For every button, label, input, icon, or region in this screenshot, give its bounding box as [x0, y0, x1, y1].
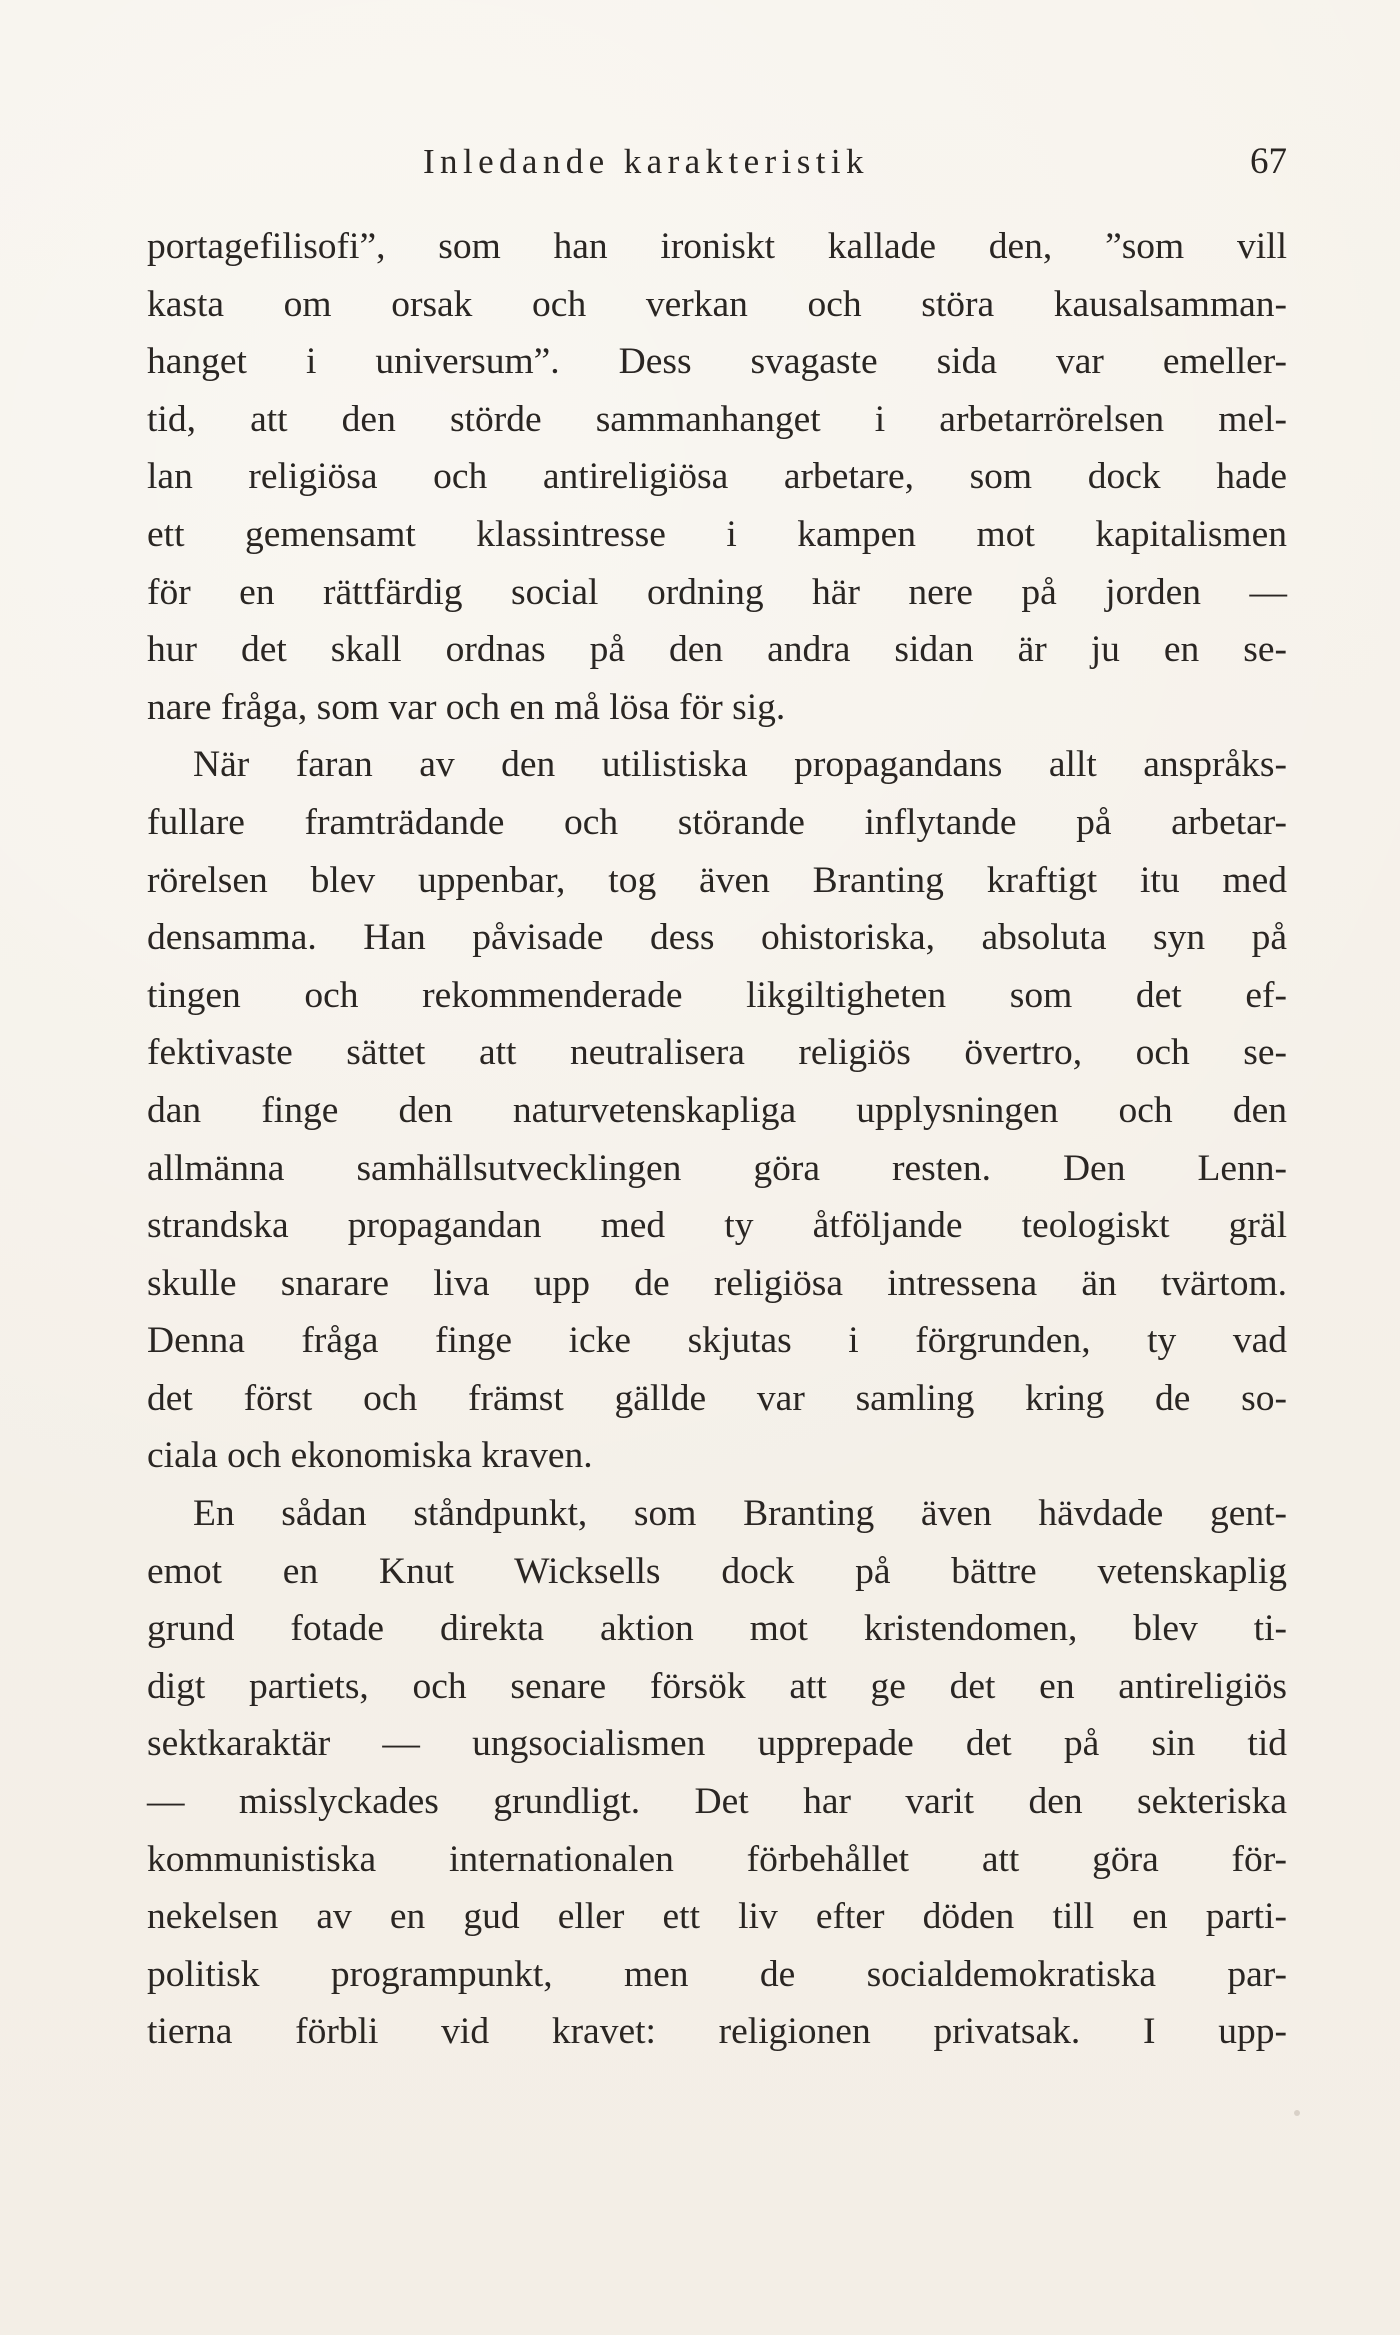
- text-line: nekelsen av en gud eller ett liv efter döden till en parti-: [147, 1896, 1287, 1938]
- text-line: densamma. Han påvisade dess ohistoriska, absoluta syn på: [147, 917, 1287, 959]
- text-line: nare fråga, som var och en må lösa för sig.: [147, 686, 786, 728]
- text-line: för en rättfärdig social ordning här nere på jorden —: [147, 571, 1287, 613]
- text-line: lan religiösa och antireligiösa arbetare, som dock hade: [147, 456, 1287, 498]
- text-line: hur det skall ordnas på den andra sidan är ju en se-: [147, 629, 1287, 671]
- text-line: fektivaste sättet att neutralisera religiös övertro, och se-: [147, 1032, 1287, 1074]
- text-line: ciala och ekonomiska kraven.: [147, 1435, 593, 1477]
- text-line: strandska propagandan med ty åtföljande teologiskt gräl: [147, 1205, 1287, 1247]
- running-head: Inledande karakteristik: [423, 142, 869, 181]
- text-line: kasta om orsak och verkan och störa kausalsamman-: [147, 283, 1287, 325]
- page-number: 67: [1250, 141, 1287, 182]
- text-line: sektkaraktär — ungsocialismen upprepade det på sin tid: [147, 1723, 1287, 1765]
- text-line: fullare framträdande och störande inflytande på arbetar-: [147, 801, 1287, 843]
- text-line: tingen och rekommenderade likgiltigheten som det ef-: [147, 974, 1287, 1016]
- text-line: digt partiets, och senare försök att ge det en antireligiös: [147, 1665, 1287, 1707]
- text-line: tid, att den störde sammanhanget i arbetarrörelsen mel-: [147, 398, 1287, 440]
- body-text: [147, 218, 1287, 2061]
- paper-spot: [1294, 2110, 1300, 2116]
- text-line: hanget i universum”. Dess svagaste sida var emeller-: [147, 341, 1287, 383]
- text-line: portagefilisofi”, som han ironiskt kallade den, ”som vill: [147, 226, 1287, 267]
- text-line: skulle snarare liva upp de religiösa intressena än tvärtom.: [147, 1262, 1287, 1304]
- text-line: tierna förbli vid kravet: religionen privatsak. I upp-: [147, 2011, 1287, 2053]
- text-line: ett gemensamt klassintresse i kampen mot kapitalismen: [147, 513, 1287, 555]
- text-line: grund fotade direkta aktion mot kristendomen, blev ti-: [147, 1608, 1287, 1650]
- text-line: politisk programpunkt, men de socialdemokratiska par-: [147, 1953, 1287, 1995]
- text-line: emot en Knut Wicksells dock på bättre vetenskaplig: [147, 1550, 1287, 1592]
- text-line: dan finge den naturvetenskapliga upplysningen och den: [147, 1089, 1287, 1131]
- text-line: kommunistiska internationalen förbehållet att göra för-: [147, 1838, 1287, 1880]
- text-line: En sådan ståndpunkt, som Branting även hävdade gent-: [193, 1493, 1287, 1535]
- text-line: det först och främst gällde var samling kring de so-: [147, 1377, 1287, 1419]
- text-line: När faran av den utilistiska propagandans allt anspråks-: [193, 744, 1287, 786]
- page-header: [147, 140, 1287, 184]
- text-line: Denna fråga finge icke skjutas i förgrunden, ty vad: [147, 1320, 1287, 1362]
- text-line: — misslyckades grundligt. Det har varit den sekteriska: [147, 1781, 1287, 1823]
- text-line: allmänna samhällsutvecklingen göra resten. Den Lenn-: [147, 1147, 1287, 1189]
- text-line: rörelsen blev uppenbar, tog även Branting kraftigt itu med: [147, 859, 1287, 901]
